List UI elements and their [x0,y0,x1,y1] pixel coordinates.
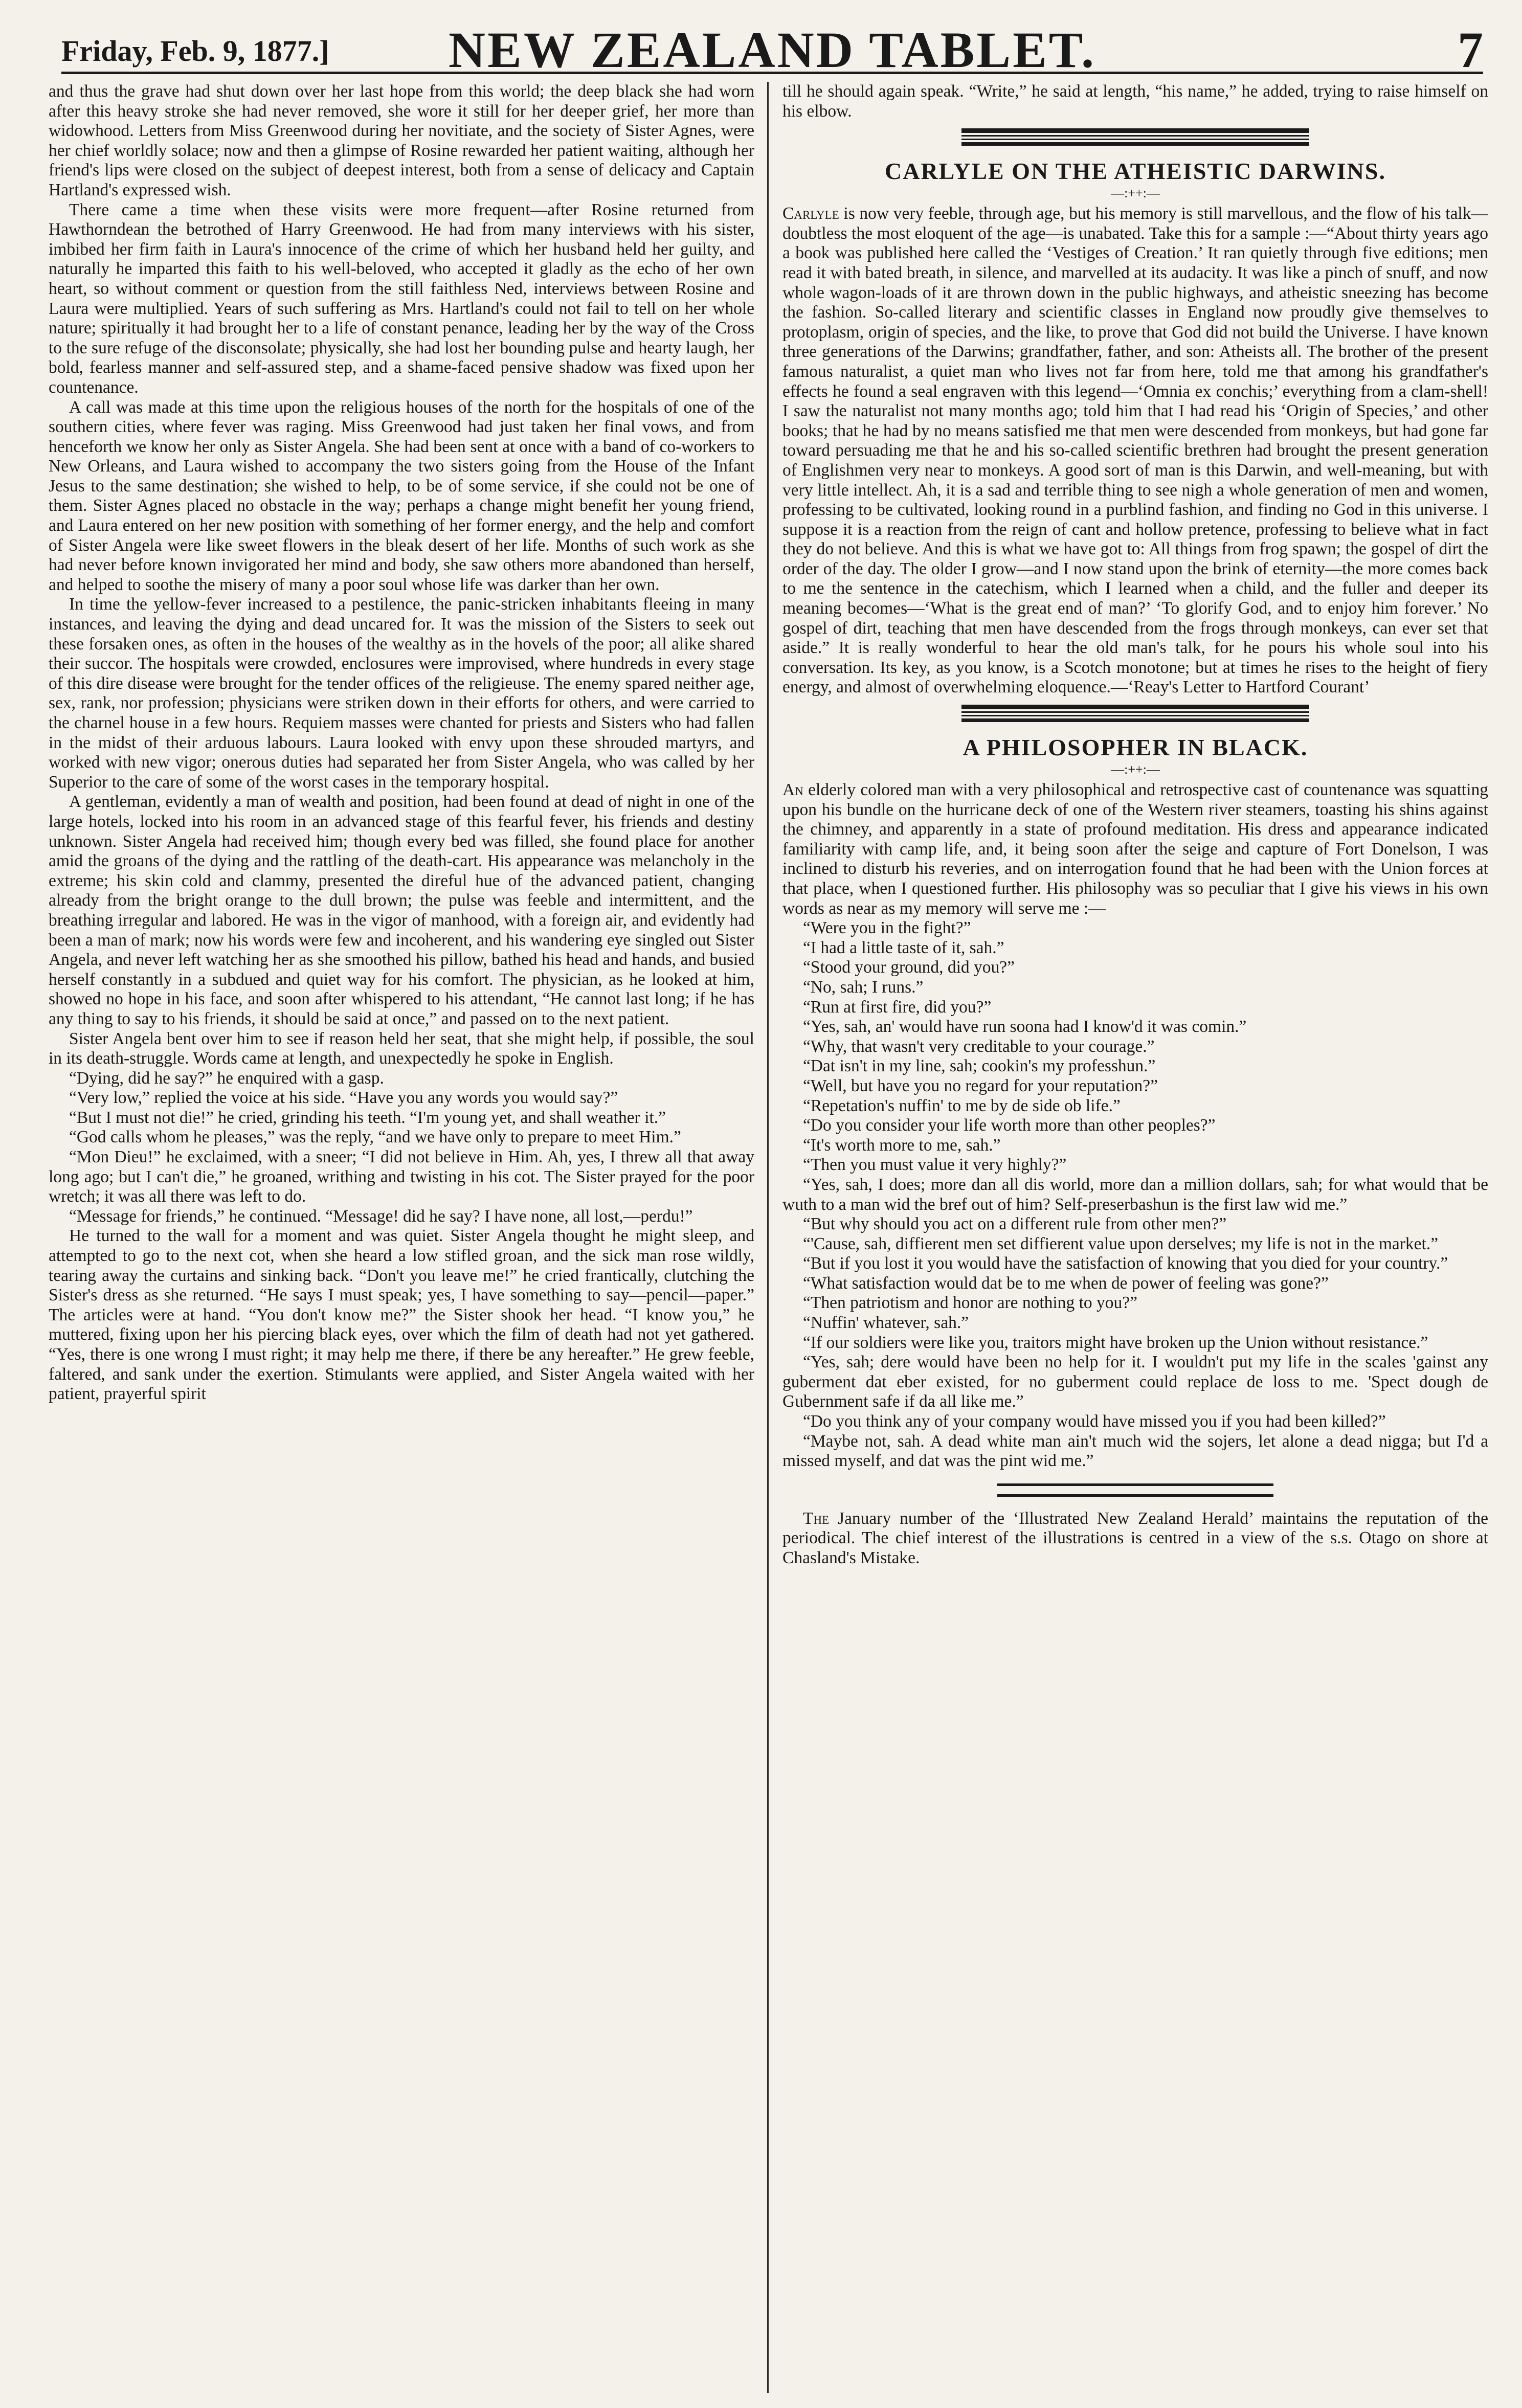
dialogue-line: “Were you in the fight?” [803,918,971,938]
story-paragraph: and thus the grave had shut down over her last hope from this world; the deep black she had worn after this heavy stroke she had never removed, she wore it still for her deeper grief, her more than widowhood. Letters from Miss Greenwood during her novitiate, and the society of Sister Agnes, were her chief worldly solace; now and then a glimpse of Rosine rewarded her patient waiting, although her friend's lips were closed on the subject of deepest interest, both from a sense of delicacy and Captain Hartland's expressed wish. [49,82,754,199]
story-continuation: till he should again speak. “Write,” he said at length, “his name,” he added, trying to raise himself on his elbow. [782,82,1488,121]
title-ornament: —:++:— [1111,186,1160,201]
dialogue-line: “Dat isn't in my line, sah; cookin's my professhun.” [803,1056,1156,1076]
story-paragraph: Sister Angela bent over him to see if reason held her seat, that she might help, if possible, the soul in its death-struggle. Words came at length, and unexpectedly he spoke in English. [49,1029,754,1068]
lead-in-word: Carlyle [782,204,839,223]
story-paragraph: “Message for friends,” he continued. “Message! did he say? I have none, all lost,—perdu!” [69,1206,693,1226]
dialogue-line: “I had a little taste of it, sah.” [803,938,1004,957]
closing-note [782,1509,1488,1568]
issue-date: Friday, Feb. 9, 1877.] [61,34,329,67]
right-column [782,82,1488,2393]
dialogue-line: “What satisfaction would dat be to me when de power of feeling was gone?” [803,1273,1329,1293]
newspaper-title: NEW ZEALAND TABLET. [448,21,1096,78]
column-divider [767,82,769,2393]
dialogue-line: “Repetation's nuffin' to me by de side ob life.” [803,1096,1121,1115]
masthead [61,15,1483,78]
dialogue-line: “Why, that wasn't very creditable to your courage.” [803,1037,1155,1056]
article-text: elderly colored man with a very philosophical and retrospective cast of countenance was squatting upon his bundle on the hurricane deck of one of the Western river steamers, toasting his shins against the chimney, and apparently in a state of profound meditation. His dress and appearance indicated familiarity with camp life, and, it being soon after the seige and capture of Fort Donelson, I was inclined to disturb his reveries, and on interrogation found that he had been with the Union forces at that place, when I questioned further. His philosophy was so peculiar that I give his views in his own words as near as my memory will serve me :— [782,780,1488,918]
dialogue [782,918,1488,1471]
closing-text: January number of the ‘Illustrated New Zealand Herald’ maintains the reputation of the periodical. The chief interest of the illustrations is centred in a view of the s.s. Otago on shore at Chasland's Mistake. [782,1509,1488,1567]
section-rule [997,1483,1273,1497]
lead-in-word: The [803,1509,830,1528]
dialogue-line: “Yes, sah, I does; more dan all dis world, more dan a million dollars, sah; for what would that be wuth to a man wid the bref out of him? Self-preserbashun is the first law wid me.” [782,1175,1488,1214]
left-column [49,82,754,2393]
page-number: 7 [1458,21,1483,78]
dialogue-line: “Do you think any of your company would have missed you if you had been killed?” [803,1412,1386,1431]
article-title-philosopher: A PHILOSOPHER IN BLACK. [963,734,1308,761]
dialogue-line: “Yes, sah, an' would have run soona had I know'd it was comin.” [803,1017,1247,1037]
dialogue-line: “Yes, sah; dere would have been no help for it. I wouldn't put my life in the scales 'gainst any guberment dat eber existed, for no guberment could replace de loss to me. 'Spect dough de Gubernment safe if da all like me.” [782,1353,1488,1411]
dialogue-line: “Maybe not, sah. A dead white man ain't much wid the sojers, let alone a dead nigga; but I'd a missed myself, and dat was the pint wid me.” [782,1431,1488,1471]
dialogue-line: “Do you consider your life worth more than other peoples?” [803,1116,1216,1135]
dialogue-line: “It's worth more to me, sah.” [803,1135,1001,1155]
story-paragraph: “God calls whom he pleases,” was the reply, “and we have only to prepare to meet Him.” [69,1128,681,1147]
dialogue-line: “'Cause, sah, diffierent men set diffierent value upon derselves; my life is not in the market.” [803,1234,1439,1253]
dialogue-line: “If our soldiers were like you, traitors might have broken up the Union without resistance.” [803,1333,1428,1352]
story-paragraph: “Very low,” replied the voice at his side. “Have you any words you would say?” [69,1088,618,1108]
section-rule [961,128,1309,146]
article-body-philosopher [782,780,1488,918]
dialogue-line: “But why should you act on a different rule from other men?” [803,1214,1227,1234]
dialogue-line: “Run at first fire, did you?” [803,997,992,1017]
article-body-carlyle [782,204,1488,697]
lead-in-word: An [782,780,803,800]
article-title-carlyle: CARLYLE ON THE ATHEISTIC DARWINS. [885,158,1386,185]
story-paragraph: There came a time when these visits were more frequent—after Rosine returned from Hawthorndean the betrothed of Harry Greenwood. He had from many interviews with his sister, imbibed her firm faith in Laura's innocence of the crime of which her husband held her guilty, and naturally he imparted this faith to his well-beloved, who accepted it gladly as the echo of her own heart, so without comment or question from the still faithless Ned, interviews between Rosine and Laura were multiplied. Years of such suffering as Mrs. Hartland's could not fail to tell on her whole nature; spiritually it had brought her to a life of constant penance, leading her by the way of the Cross to the sure refuge of the disconsolate; physically, she had lost her bounding pulse and hearty laugh, her bold, fearless manner and self-assured step, and a shame-faced pensive shadow was fixed upon her countenance. [49,200,754,397]
title-ornament: —:++:— [1111,762,1160,777]
article-text: is now very feeble, through age, but his memory is still marvellous, and the flow of his talk—doubtless the most eloquent of the age—is unabated. Take this for a sample :—“About thirty years ago a book was published here called the ‘Vestiges of Creation.’ It ran quietly through five editions; men read it with bated breath, in silence, and marvelled at its audacity. It was like a pinch of snuff, and now whole wagon-loads of it are thrown down in the public highways, and atheistic sneezing has become the fashion. So-called literary and scientific classes in England now proudly give themselves to protoplasm, origin of species, and the like, to prove that God did not build the Universe. I have known three generations of the Darwins; grandfather, father, and son: Atheists all. The brother of the present famous naturalist, a quiet man who lives not far from here, told me that among his grandfather's effects he found a seal engraven with this legend—‘Omnia ex conchis;’ everything from a clam-shell! I saw the naturalist not many months ago; told him that I had read his ‘Origin of Species,’ and other books; that he had by no means satisfied me that men were descended from monkeys, but had gone far toward persuading me that he and his so-called scientific brethren had brought the present generation of Englishmen very near to monkeys. A good sort of man is this Darwin, and well-meaning, but with very little intellect. Ah, it is a sad and terrible thing to see nigh a whole generation of men and women, professing to be cultivated, looking round in a purblind fashion, and finding no God in this universe. I suppose it is a reaction from the reign of cant and hollow pretence, professing to believe what in fact they do not believe. And this is what we have got to: All things from frog spawn; the gospel of dirt the order of the day. The older I grow—and I now stand upon the brink of eternity—the more comes back to me the sentence in the catechism, which I learned when a child, and the fuller and deeper its meaning becomes—‘What is the great end of man?’ ‘To glorify God, and to enjoy him forever.’ No gospel of dirt, teaching that men have descended from the frogs through monkeys, can ever set that aside.” It is really wonderful to hear the old man's talk, for he pours his whole soul into his conversation. Its key, as you know, is a Scotch monotone; but at times he rises to the height of fiery energy, and almost of overwhelming eloquence.—‘Reay's Letter to Hartford Courant’ [782,204,1488,697]
story-paragraph: A call was made at this time upon the religious houses of the north for the hospitals of one of the southern cities, where fever was raging. Miss Greenwood had just taken her final vows, and from henceforth we know her only as Sister Angela. She had been sent at once with a band of co-workers to New Orleans, and Laura wished to accompany the two sisters going from the House of the Infant Jesus to the same destination; she wished to help, to be of some service, if she could not be one of them. Sister Agnes placed no obstacle in the way; perhaps a change might benefit her young friend, and Laura entered on her new position with something of her former energy, and the help and comfort of Sister Angela were like sweet flowers in the bleak desert of her life. Months of such work as she had never before known invigorated her mind and body, she saw others more abandoned than herself, and helped to soothe the misery of many a poor soul whose life was darker than her own. [49,397,754,594]
section-rule [961,705,1309,722]
dialogue-line: “Then you must value it very highly?” [803,1155,1067,1175]
dialogue-line: “Well, but have you no regard for your reputation?” [803,1076,1158,1095]
story-paragraph: A gentleman, evidently a man of wealth and position, had been found at dead of night in one of the large hotels, locked into his room in an advanced stage of this fearful fever, his friends and destiny unknown. Sister Angela had received him; though every bed was filled, she found place for another amid the groans of the dying and the rattling of the death-cart. His appearance was melancholy in the extreme; his skin cold and clammy, presented the direful hue of the advanced patient, changing already from the bright orange to the dull brown; the pulse was feeble and intermittent, and the breathing irregular and labored. He was in the vigor of manhood, with a foreign air, and evidently had been a man of mark; now his words were few and incoherent, and his wandering eye singled out Sister Angela, and never left watching her as she smoothed his pillow, bathed his head and hands, and busied herself constantly in a subdued and quiet way for his comfort. The physician, as he looked at him, showed no hope in his face, and soon after whispered to his attendant, “He cannot last long; if he has any thing to say to his friends, it should be said at once,” and passed on to the next patient. [49,792,754,1028]
dialogue-line: “Stood your ground, did you?” [803,958,1015,977]
dialogue-line: “No, sah; I runs.” [803,977,924,997]
story-paragraph: “But I must not die!” he cried, grinding his teeth. “I'm young yet, and shall weather it.” [69,1108,666,1127]
story-paragraph: “Dying, did he say?” he enquired with a gasp. [69,1068,384,1088]
story-paragraph: “Mon Dieu!” he exclaimed, with a sneer; “I did not believe in Him. Ah, yes, I threw all that away long ago; but I can't die,” he groaned, writhing and twisting in his cot. The Sister prayed for the poor wretch; it was all there was left to do. [49,1147,754,1206]
story-paragraph: He turned to the wall for a moment and was quiet. Sister Angela thought he might sleep, and attempted to go to the next cot, when she heard a low stifled groan, and the sick man rose wildly, tearing away the curtains and sinking back. “Don't you leave me!” he cried frantically, clutching the Sister's dress as she returned. “He says I must speak; yes, I have something to say—pencil—paper.” The articles were at hand. “You don't know me?” the Sister shook her head. “I know you,” he muttered, fixing upon her his piercing black eyes, over which the film of death had not yet gathered. “Yes, there is one wrong I must right; it may help me there, if there be any hereafter.” He grew feeble, faltered, and sank under the exertion. Stimulants were applied, and Sister Angela waited with her patient, prayerful spirit [49,1226,754,1404]
dialogue-line: “But if you lost it you would have the satisfaction of knowing that you died for your country.” [803,1254,1448,1273]
dialogue-line: “Then patriotism and honor are nothing to you?” [803,1293,1138,1313]
dialogue-line: “Nuffin' whatever, sah.” [803,1313,969,1333]
story-paragraph: In time the yellow-fever increased to a pestilence, the panic-stricken inhabitants fleeing in many instances, and leaving the dying and dead uncared for. It was the mission of the Sisters to seek out these forsaken ones, as often in the houses of the wealthy as in the hovels of the poor; all alike shared their succor. The hospitals were crowded, enclosures were improvised, where hundreds in every stage of this dire disease were brought for the tender offices of the religieuse. The enemy spared neither age, sex, rank, nor profession; physicians were striken down in their efforts for others, and were carried to the charnel house in a few hours. Requiem masses were chanted for priests and Sisters who had fallen in the midst of their arduous labours. Laura looked with envy upon these shrouded martyrs, and worked with new vigor; onerous duties had separated her from Sister Angela, who was called by her Superior to the care of some of the worst cases in the temporary hospital. [49,595,754,792]
